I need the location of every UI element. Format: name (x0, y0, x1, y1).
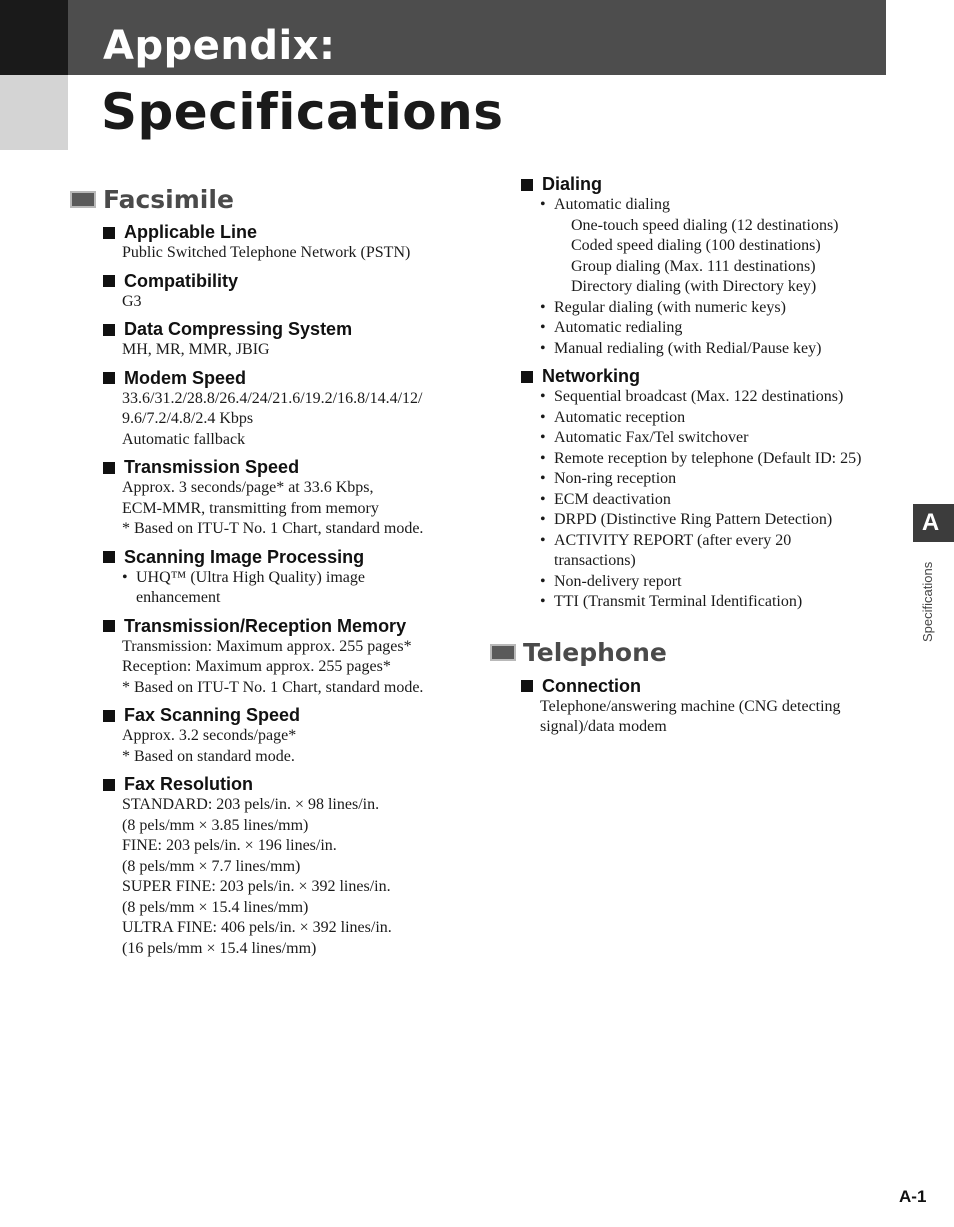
spec-bullet: • Automatic Fax/Tel switchover (540, 428, 900, 449)
spec-text: (8 pels/mm × 7.7 lines/mm) (122, 857, 301, 875)
spec-bullet: • Regular dialing (with numeric keys) (540, 298, 900, 319)
spec-fax-resolution (103, 774, 470, 959)
spec-text: MH, MR, MMR, JBIG (122, 341, 270, 358)
spec-modem-speed (103, 368, 470, 451)
spec-text: Automatic fallback (122, 430, 246, 448)
section-telephone (490, 638, 900, 668)
spec-title: Compatibility (124, 270, 239, 291)
spec-bullet: • Non-ring reception (540, 469, 900, 490)
section-telephone-heading: Telephone (523, 638, 667, 667)
spec-bullet: • Automatic reception (540, 408, 900, 429)
square-bullet-icon (521, 179, 533, 191)
spec-text: G3 (122, 292, 142, 310)
spec-bullet: • ACTIVITY REPORT (after every 20 (540, 531, 900, 552)
spec-compatibility (103, 271, 470, 313)
square-bullet-icon (521, 680, 533, 692)
chapter-vertical-label: Specifications (920, 561, 935, 642)
square-bullet-icon (103, 779, 115, 791)
spec-bullet: • Remote reception by telephone (Default ID: 25) (540, 449, 900, 470)
spec-text: ECM-MMR, transmitting from memory (122, 499, 379, 517)
spec-title: Dialing (542, 174, 603, 194)
spec-text: 9.6/7.2/4.8/2.4 Kbps (122, 410, 254, 427)
spec-text: Transmission: Maximum approx. 255 pages* (122, 637, 412, 655)
spec-bullet: • Automatic dialing (540, 195, 900, 216)
spec-fax-scanning-speed (103, 705, 470, 767)
spec-bullet: • UHQ™ (Ultra High Quality) image (122, 568, 470, 589)
spec-text: Telephone/answering machine (CNG detecting (540, 697, 841, 715)
spec-text: * Based on standard mode. (122, 747, 295, 765)
spec-text: 33.6/31.2/28.8/26.4/24/21.6/19.2/16.8/14.4/12/ (122, 389, 423, 407)
square-bullet-icon (521, 371, 533, 383)
section-marker-icon (490, 644, 516, 661)
spec-bullet: • Manual redialing (with Redial/Pause key) (540, 339, 900, 360)
square-bullet-icon (103, 227, 115, 239)
spec-title: Applicable Line (124, 222, 258, 242)
spec-title: Transmission/Reception Memory (124, 615, 407, 636)
square-bullet-icon (103, 324, 115, 336)
spec-text: Reception: Maximum approx. 255 pages* (122, 658, 391, 675)
left-column (70, 184, 470, 966)
square-bullet-icon (103, 710, 115, 722)
spec-bullet: • Automatic redialing (540, 318, 900, 339)
spec-subitem: One-touch speed dialing (12 destinations) (571, 216, 839, 234)
spec-scanning-image (103, 547, 470, 609)
page-title-line1: Appendix: (103, 23, 336, 69)
spec-bullet: • Non-delivery report (540, 572, 900, 593)
spec-subitem: Coded speed dialing (100 destinations) (571, 237, 821, 254)
spec-title: Fax Scanning Speed (124, 705, 301, 725)
spec-applicable-line (103, 222, 470, 264)
spec-text: (16 pels/mm × 15.4 lines/mm) (122, 939, 317, 957)
spec-text: * Based on ITU-T No. 1 Chart, standard mode. (122, 678, 424, 696)
chapter-tab: A (913, 504, 954, 542)
spec-text: STANDARD: 203 pels/in. × 98 lines/in. (122, 796, 380, 813)
header-light-block (0, 75, 68, 150)
square-bullet-icon (103, 551, 115, 563)
spec-data-compressing (103, 319, 470, 361)
square-bullet-icon (103, 372, 115, 384)
spec-networking (521, 366, 900, 613)
spec-title: Networking (542, 366, 641, 386)
square-bullet-icon (103, 462, 115, 474)
spec-subitem: Directory dialing (with Directory key) (571, 278, 817, 295)
spec-title: Modem Speed (124, 367, 247, 388)
spec-text: ULTRA FINE: 406 pels/in. × 392 lines/in. (122, 919, 392, 936)
spec-bullet: • Sequential broadcast (Max. 122 destinations) (540, 387, 900, 408)
spec-subitem: Group dialing (Max. 111 destinations) (571, 257, 816, 275)
spec-text: (8 pels/mm × 3.85 lines/mm) (122, 816, 309, 834)
spec-text: Public Switched Telephone Network (PSTN) (122, 244, 411, 261)
page-number: A-1 (899, 1187, 927, 1206)
spec-title: Data Compressing System (124, 319, 353, 339)
header-dark-block (0, 0, 68, 75)
spec-text: Approx. 3.2 seconds/page* (122, 727, 297, 744)
page-title-line2: Specifications (101, 83, 504, 141)
spec-title: Connection (542, 675, 641, 696)
spec-text: signal)/data modem (540, 718, 667, 735)
spec-text: transactions) (554, 552, 636, 569)
spec-title: Fax Resolution (124, 774, 254, 794)
section-facsimile (70, 184, 470, 214)
section-facsimile-heading: Facsimile (103, 184, 234, 214)
spec-text: * Based on ITU-T No. 1 Chart, standard mode. (122, 520, 424, 537)
square-bullet-icon (103, 275, 115, 287)
spec-transmission-speed (103, 457, 470, 540)
spec-bullet: • TTI (Transmit Terminal Identification) (540, 592, 900, 613)
section-marker-icon (70, 191, 96, 208)
right-column (490, 174, 900, 745)
spec-bullet: • DRPD (Distinctive Ring Pattern Detection) (540, 510, 900, 531)
square-bullet-icon (103, 620, 115, 632)
spec-connection (521, 676, 900, 738)
spec-text: SUPER FINE: 203 pels/in. × 392 lines/in. (122, 878, 391, 895)
spec-dialing (521, 174, 900, 359)
spec-text: Approx. 3 seconds/page* at 33.6 Kbps, (122, 479, 374, 496)
spec-text: FINE: 203 pels/in. × 196 lines/in. (122, 837, 337, 854)
spec-memory (103, 616, 470, 699)
spec-text: (8 pels/mm × 15.4 lines/mm) (122, 898, 309, 916)
spec-bullet: • ECM deactivation (540, 490, 900, 511)
spec-title: Scanning Image Processing (124, 546, 365, 567)
spec-title: Transmission Speed (124, 457, 300, 477)
spec-text: enhancement (136, 589, 221, 606)
